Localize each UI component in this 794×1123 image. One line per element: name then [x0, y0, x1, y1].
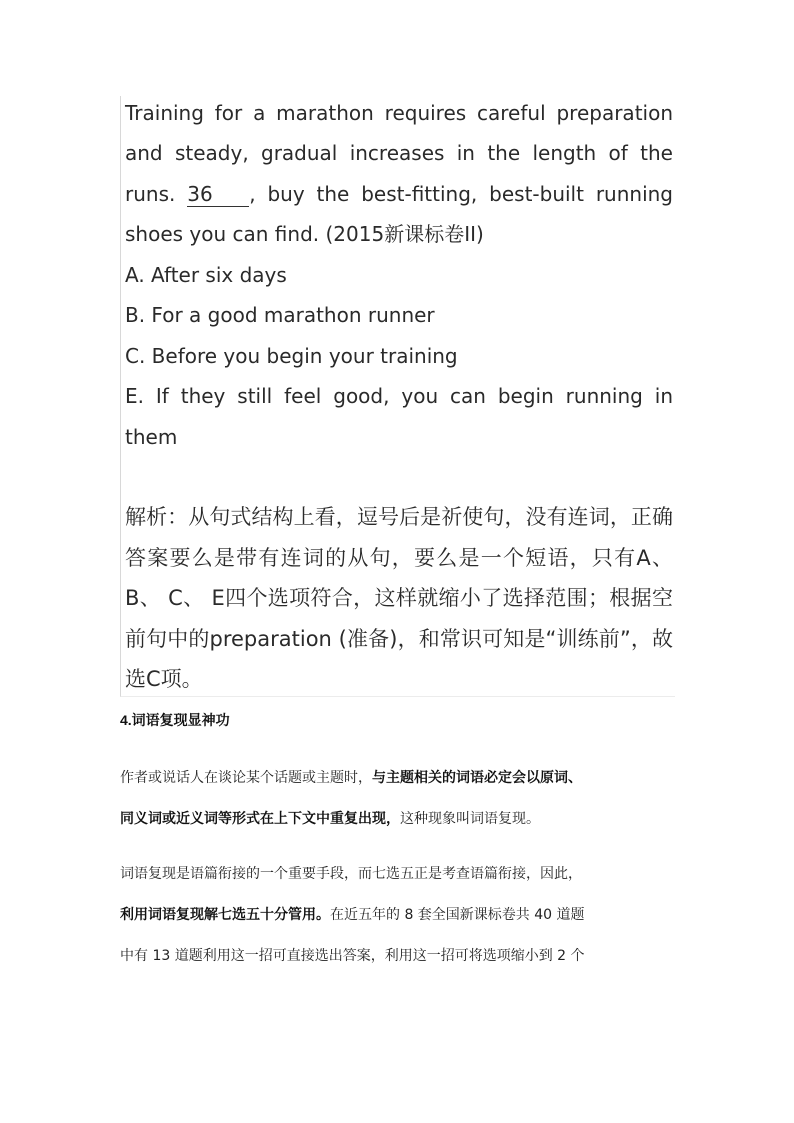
analysis-line-2: 答案要么是带有连词的从句，要么是一个短语，只有A、	[125, 546, 673, 570]
question-line-3	[125, 180, 673, 208]
p1-l1-plain: 作者或说话人在谈论某个话题或主题时，	[120, 770, 372, 786]
paragraph-2-line-1: 词语复现是语篇衔接的一个重要手段，而七选五正是考查语篇衔接，因此，	[120, 866, 582, 882]
option-c: C. Before you begin your training	[125, 344, 458, 368]
paragraph-2-line-2	[120, 905, 676, 925]
paragraph-2-line-3: 中有 13 道题利用这一招可直接选出答案，利用这一招可将选项缩小到 2 个	[120, 948, 585, 964]
analysis-line-1: 解析：从句式结构上看，逗号后是祈使句，没有连词，正确	[125, 505, 673, 529]
option-b: B. For a good marathon runner	[125, 303, 435, 327]
option-e-line-2: them	[125, 425, 178, 449]
option-e-line-1: E. If they still feel good, you can begin running in	[125, 384, 673, 408]
analysis-line-5: 选C项。	[125, 667, 203, 691]
analysis-line-3: B、 C、 E四个选项符合，这样就缩小了选择范围；根据空	[125, 586, 673, 610]
p1-l2-plain: 这种现象叫词语复现。	[400, 811, 540, 827]
question-line-4: shoes you can find. (2015新课标卷II)	[125, 222, 484, 246]
p1-l1-bold: 与主题相关的词语必定会以原词、	[372, 770, 582, 786]
p1-l2-bold: 同义词或近义词等形式在上下文中重复出现，	[120, 811, 400, 827]
answer-blank: 36	[187, 182, 249, 207]
p2-l2-bold: 利用词语复现解七选五十分管用。	[120, 907, 330, 923]
question-line-3-end: , buy the best-fitting, best-built running	[249, 182, 674, 206]
quoted-question-block	[120, 96, 675, 697]
paragraph-1-line-2	[120, 809, 676, 829]
analysis-line-4: 前句中的preparation (准备)，和常识可知是“训练前”，故	[125, 627, 673, 651]
question-line-3-start: runs.	[125, 182, 176, 206]
paragraph-1-line-1	[120, 768, 676, 788]
section-title: 4.词语复现显神功	[120, 712, 230, 728]
question-line-2: and steady, gradual increases in the length of the	[125, 141, 673, 165]
p2-l2-plain: 在近五年的 8 套全国新课标卷共 40 道题	[330, 907, 585, 923]
question-line-1: Training for a marathon requires careful preparation	[125, 101, 673, 125]
option-a: A. After six days	[125, 263, 287, 287]
